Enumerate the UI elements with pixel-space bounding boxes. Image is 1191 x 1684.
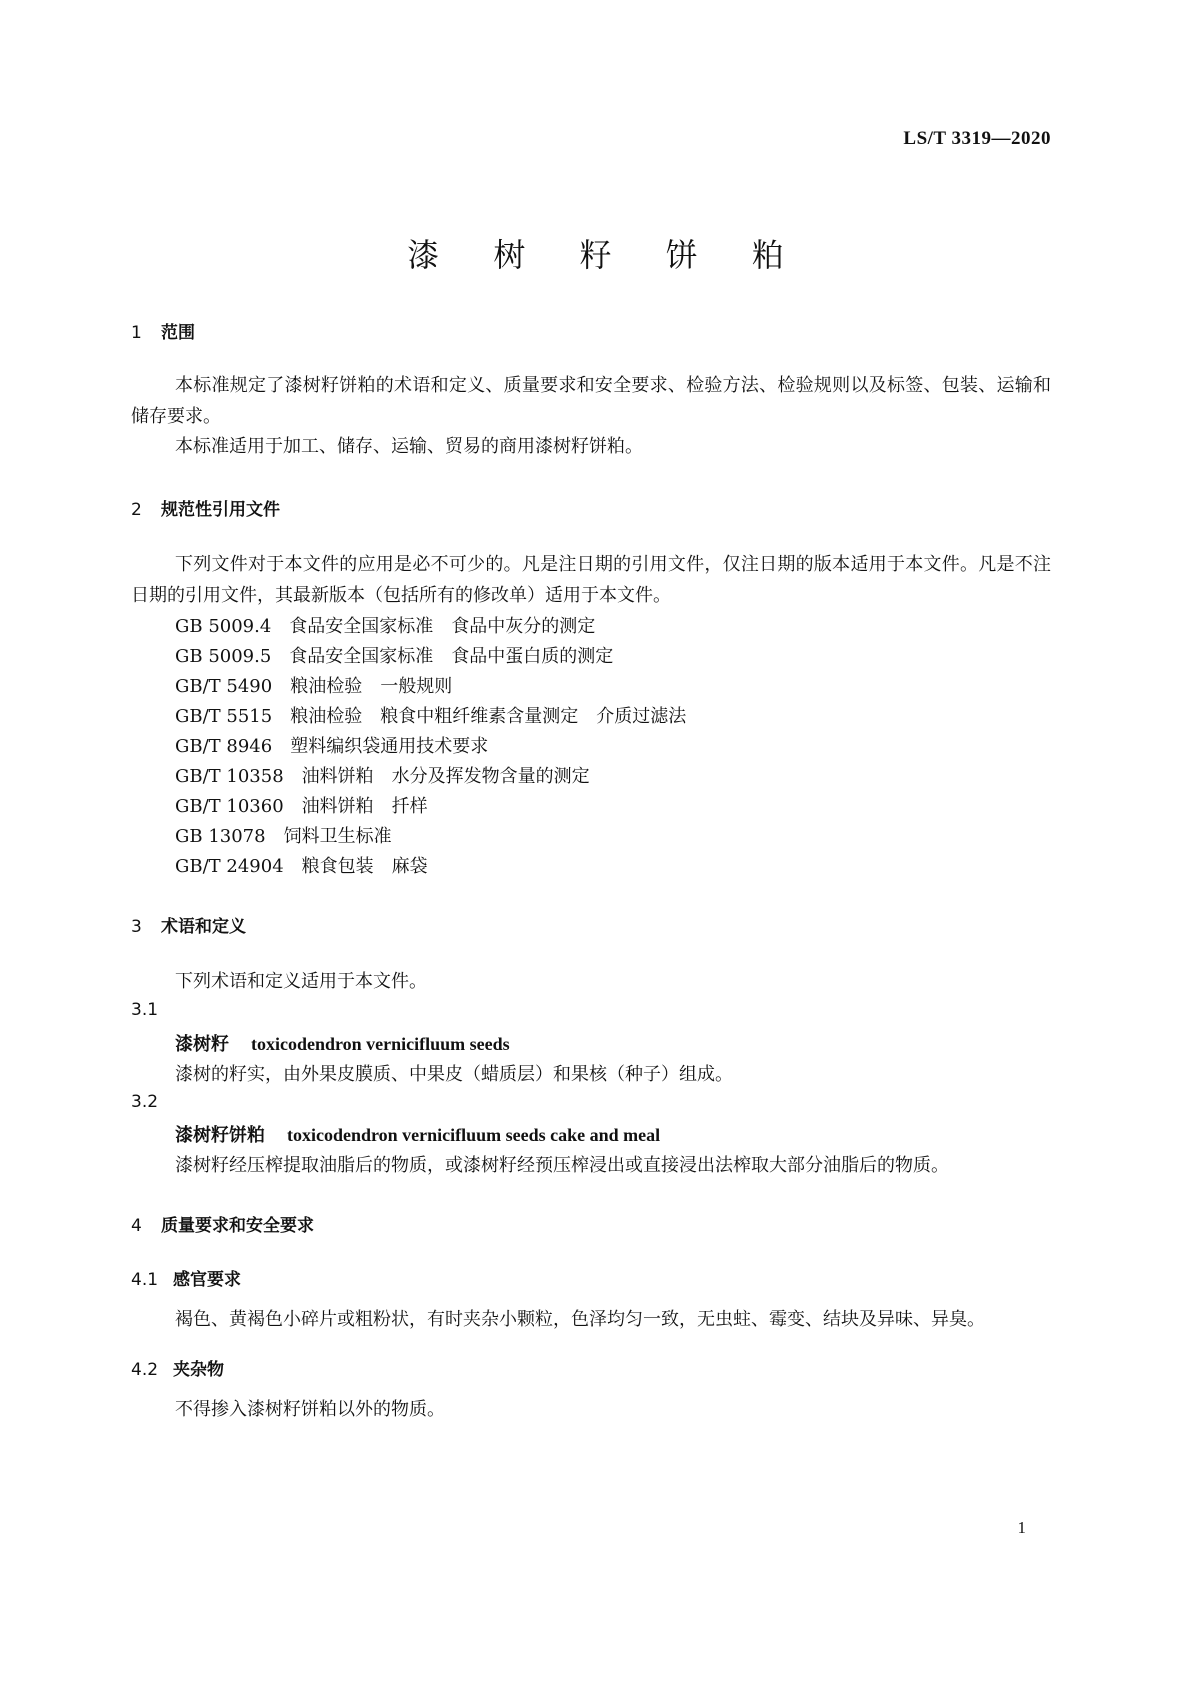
section-2-heading: [131, 495, 280, 520]
reference-item: GB/T 5515 粮油检验 粮食中粗纤维素含量测定 介质过滤法: [175, 706, 687, 727]
reference-item: GB/T 8946 塑料编织袋通用技术要求: [175, 736, 489, 757]
section-title: 规范性引用文件: [161, 500, 280, 520]
reference-item: GB/T 10358 油料饼粕 水分及挥发物含量的测定: [175, 766, 590, 787]
section-title: 术语和定义: [161, 917, 246, 937]
term-definition: 漆树的籽实，由外果皮膜质、中果皮（蜡质层）和果核（种子）组成。: [175, 1064, 733, 1085]
reference-item: GB/T 24904 粮食包装 麻袋: [175, 856, 428, 877]
section-1-heading: [131, 318, 195, 343]
section-number: 2: [131, 500, 142, 520]
subsection-number: 4.1: [131, 1270, 159, 1290]
subsection-title: 感官要求: [173, 1270, 241, 1290]
term-english: toxicodendron vernicifluum seeds cake and meal: [287, 1125, 661, 1145]
section-number: 1: [131, 323, 142, 343]
section-3-intro: 下列术语和定义适用于本文件。: [175, 971, 427, 992]
section-title: 质量要求和安全要求: [161, 1216, 314, 1236]
subsection-title: 夹杂物: [173, 1360, 224, 1380]
section-number: 3: [131, 917, 142, 937]
subsection-4-1-text: 褐色、黄褐色小碎片或粗粉状，有时夹杂小颗粒，色泽均匀一致，无虫蛀、霉变、结块及异味、异臭。: [175, 1309, 985, 1330]
section-number: 4: [131, 1216, 142, 1236]
section-1-paragraph-2: 本标准适用于加工、储存、运输、贸易的商用漆树籽饼粕。: [175, 436, 643, 457]
term-chinese: 漆树籽饼粕: [175, 1125, 265, 1146]
section-3-heading: [131, 912, 246, 937]
subsection-4-1-heading: [131, 1265, 241, 1290]
document-title: 漆 树 籽 饼 粕: [407, 236, 806, 274]
section-title: 范围: [161, 323, 195, 343]
term-number: 3.1: [131, 1000, 159, 1020]
reference-item: GB/T 5490 粮油检验 一般规则: [175, 676, 453, 697]
term-number: 3.2: [131, 1092, 159, 1112]
subsection-4-2-text: 不得掺入漆树籽饼粕以外的物质。: [175, 1399, 445, 1420]
subsection-4-2-heading: [131, 1355, 224, 1380]
reference-item: GB 5009.4 食品安全国家标准 食品中灰分的测定: [175, 616, 596, 637]
reference-item: GB 5009.5 食品安全国家标准 食品中蛋白质的测定: [175, 646, 614, 667]
term-heading: [175, 1030, 510, 1056]
reference-item: GB 13078 饲料卫生标准: [175, 826, 392, 847]
standard-code: LS/T 3319—2020: [903, 128, 1051, 149]
section-4-heading: [131, 1211, 314, 1236]
page-number: 1: [1017, 1518, 1026, 1537]
reference-item: GB/T 10360 油料饼粕 扦样: [175, 796, 428, 817]
section-1-paragraph-1: 本标准规定了漆树籽饼粕的术语和定义、质量要求和安全要求、检验方法、检验规则以及标签、包装、运输和储存要求。: [131, 375, 1051, 427]
section-2-intro: 下列文件对于本文件的应用是必不可少的。凡是注日期的引用文件，仅注日期的版本适用于本文件。凡是不注日期的引用文件，其最新版本（包括所有的修改单）适用于本文件。: [131, 554, 1051, 606]
subsection-number: 4.2: [131, 1360, 159, 1380]
term-heading: [175, 1121, 660, 1147]
term-chinese: 漆树籽: [175, 1034, 229, 1055]
term-english: toxicodendron vernicifluum seeds: [251, 1034, 510, 1054]
term-definition: 漆树籽经压榨提取油脂后的物质，或漆树籽经预压榨浸出或直接浸出法榨取大部分油脂后的物质。: [175, 1155, 949, 1176]
